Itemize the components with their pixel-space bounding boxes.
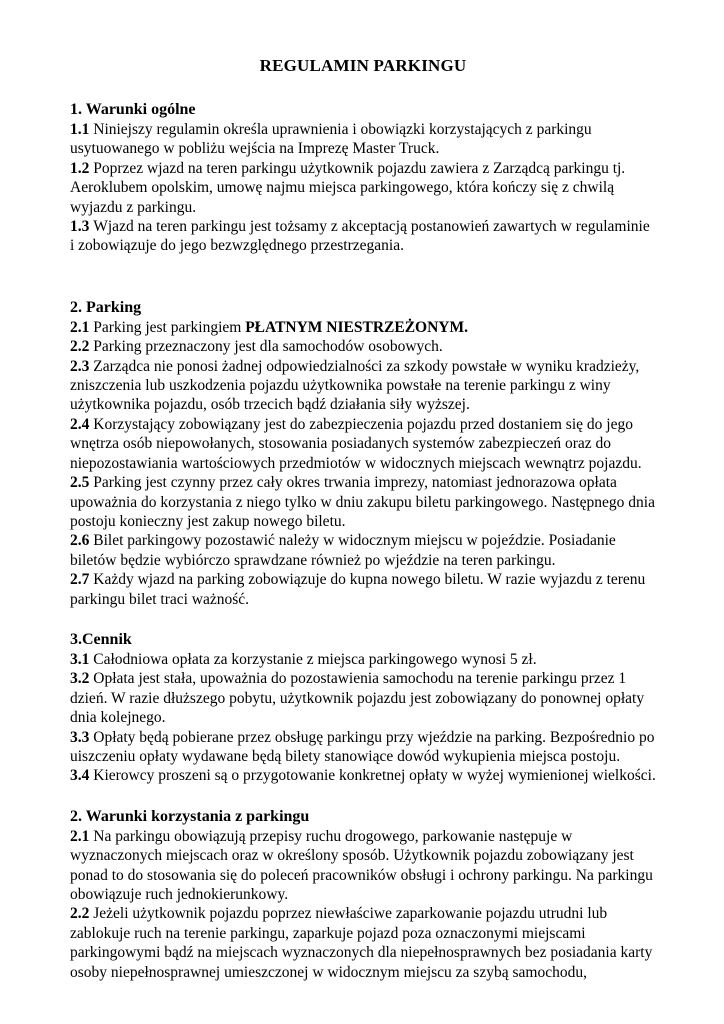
item-number: 2.4 xyxy=(70,415,94,433)
item-number: 2.6 xyxy=(70,532,94,550)
regulation-item: 2.5 Parking jest czynny przez cały okres trwania imprezy, natomiast jednorazowa opłata upoważnia do korzystania z niego tylko w dniu zakupu biletu parkingowego. Następnego dnia postoju konieczny jest zakup nowego biletu. xyxy=(70,474,655,530)
regulation-item: 2.3 Zarządca nie ponosi żadnej odpowiedzialności za szkody powstałe w wyniku kradzieży, zniszczenia lub uszkodzenia pojazdu użytkownika powstałe na terenie parkingu z winy użytkownika pojazdu, osób trzecich bądź działania siły wyższej. xyxy=(70,357,640,414)
regulation-item: 2.1 Na parkingu obowiązują przepisy ruchu drogowego, parkowanie następuje w wyznaczonych miejscach oraz w określony sposób. Użytkownik pojazdu zobowiązany jest ponad to do stosowania się do poleceń pracowników obsługi i ochrony parkingu. Na parkingu obowiązuje ruch jednokierunkowy. xyxy=(70,827,653,903)
item-number: 3.2 xyxy=(70,670,94,688)
document-section xyxy=(70,807,656,982)
regulation-item: 3.3 Opłaty będą pobierane przez obsługę parkingu przy wjeździe na parking. Bezpośrednio po uiszczeniu opłaty wydawane będą bilety stanowiące dowód wykupienia miejsca postoju. xyxy=(70,728,655,765)
item-number: 2.1 xyxy=(70,318,94,336)
section-heading: 3.Cennik xyxy=(70,630,132,648)
item-number: 3.1 xyxy=(70,650,94,668)
item-number: 2.2 xyxy=(70,905,94,923)
item-number: 1.2 xyxy=(70,159,94,177)
item-number: 3.3 xyxy=(70,728,94,746)
regulation-item: 2.6 Bilet parkingowy pozostawić należy w widocznym miejscu w pojeździe. Posiadanie biletów będzie wybiórczo sprawdzane również po wjeździe na teren parkingu. xyxy=(70,532,616,569)
item-number: 2.1 xyxy=(70,827,94,845)
regulation-item: 3.4 Kierowcy proszeni są o przygotowanie konkretnej opłaty w wyżej wymienionej wielkości. xyxy=(70,767,656,785)
regulation-item: 1.2 Poprzez wjazd na teren parkingu użytkownik pojazdu zawiera z Zarządcą parkingu tj. Aeroklubem opolskim, umowę najmu miejsca parkingowego, która kończy się z chwilą wyjazdu z parkingu. xyxy=(70,159,626,216)
document-section xyxy=(70,298,656,609)
item-number: 2.7 xyxy=(70,571,94,589)
regulation-item: 3.1 Całodniowa opłata za korzystanie z miejsca parkingowego wynosi 5 zł. xyxy=(70,650,537,668)
regulation-item: 1.1 Niniejszy regulamin określa uprawnienia i obowiązki korzystających z parkingu usytuowanego w pobliżu wejścia na Imprezę Master Truck. xyxy=(70,121,592,158)
section-heading: 2. Parking xyxy=(70,298,142,316)
item-number: 1.3 xyxy=(70,218,94,236)
item-number: 1.1 xyxy=(70,121,94,138)
regulation-item: 2.7 Każdy wjazd na parking zobowiązuje do kupna nowego biletu. W razie wyjazdu z terenu parkingu bilet traci ważność. xyxy=(70,571,646,608)
regulation-item: 2.2 Jeżeli użytkownik pojazdu poprzez niewłaściwe zaparkowanie pojazdu utrudni lub zablokuje ruch na terenie parkingu, zaparkuje pojazd poza oznaczonymi miejscami parkingowymi bądź na miejscach wyznaczonych dla niepełnosprawnych bez posiadania karty osoby niepełnosprawnej umieszczonej w widocznym miejscu za szybą samochodu, xyxy=(70,905,653,981)
item-number: 2.3 xyxy=(70,357,94,375)
regulation-item: 1.3 Wjazd na teren parkingu jest tożsamy z akceptacją postanowień zawartych w regulaminie i zobowiązuje do jego bezwzględnego przestrzegania. xyxy=(70,218,650,255)
regulation-item: 3.2 Opłata jest stała, upoważnia do pozostawienia samochodu na terenie parkingu przez 1 dzień. W razie dłuższego pobytu, użytkownik pojazdu jest zobowiązany do ponownej opłaty dnia kolejnego. xyxy=(70,670,645,727)
section-heading: 2. Warunki korzystania z parkingu xyxy=(70,807,310,825)
regulation-item: 2.4 Korzystający zobowiązany jest do zabezpieczenia pojazdu przed dostaniem się do jego wnętrza osób niepowołanych, stosowania posiadanych systemów zabezpieczeń oraz do niepozostawiania wartościowych przedmiotów w widocznych miejscach wewnątrz pojazdu. xyxy=(70,415,642,472)
item-number: 3.4 xyxy=(70,767,94,785)
document-sections xyxy=(70,100,656,982)
item-bold-text: PŁATNYM NIESTRZEŻONYM. xyxy=(245,318,468,336)
regulation-item: 2.1 Parking jest parkingiem PŁATNYM NIESTRZEŻONYM. xyxy=(70,318,468,336)
section-heading: 1. Warunki ogólne xyxy=(70,101,196,118)
document-section xyxy=(70,100,656,256)
regulation-item: 2.2 Parking przeznaczony jest dla samochodów osobowych. xyxy=(70,338,443,356)
document-section xyxy=(70,630,656,786)
item-number: 2.2 xyxy=(70,338,94,356)
document-title: REGULAMIN PARKINGU xyxy=(259,56,467,75)
item-number: 2.5 xyxy=(70,474,94,492)
